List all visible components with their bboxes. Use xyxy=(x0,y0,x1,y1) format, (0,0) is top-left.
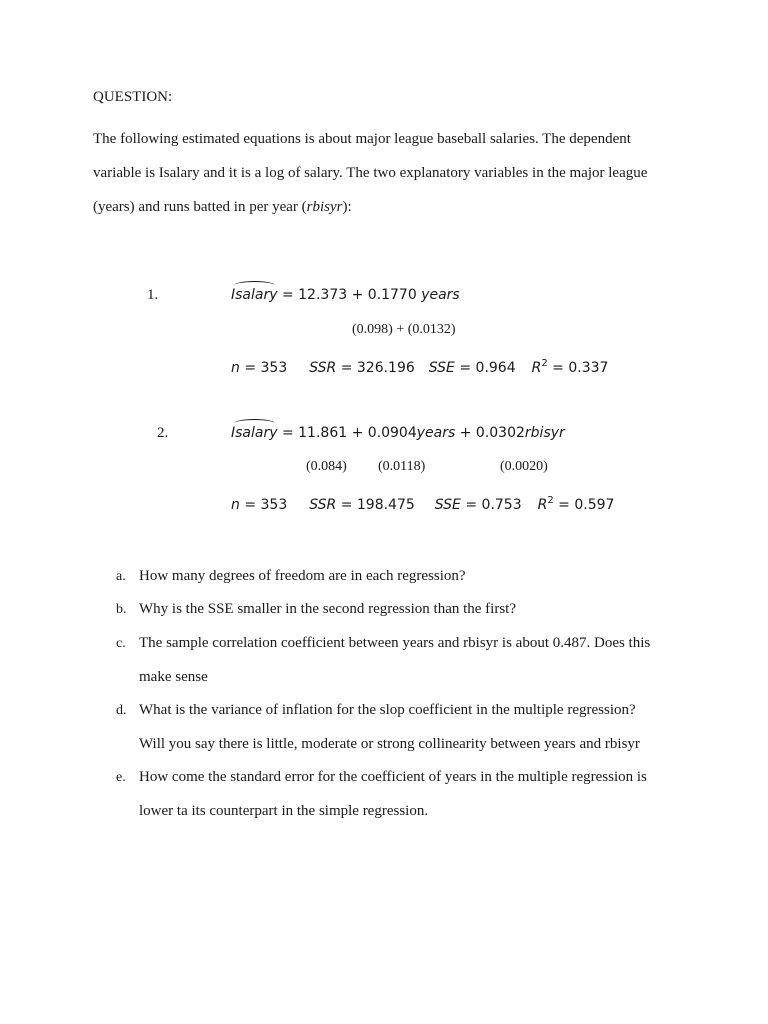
eq1-sse-label: SSE xyxy=(428,360,455,376)
eq1-n-value: = 353 xyxy=(239,360,288,376)
eq1-ssr-value: = 326.196 xyxy=(336,360,415,376)
equation-1-stats xyxy=(231,354,608,378)
question-c-label: c. xyxy=(116,636,126,651)
equation-1-standard-errors: (0.098) + (0.0132) xyxy=(352,322,456,337)
question-a-text: How many degrees of freedom are in each regression? xyxy=(139,568,466,584)
eq2-sse-value: = 0.753 xyxy=(460,497,522,513)
question-d-label: d. xyxy=(116,703,127,718)
eq2-n-label: n xyxy=(231,497,240,513)
question-d-text-line-1: What is the variance of inflation for the slop coefficient in the multiple regression? xyxy=(139,702,636,718)
equation-1-var-years: years xyxy=(421,287,460,303)
eq2-r2-sup: 2 xyxy=(547,495,554,506)
equation-1-number: 1. xyxy=(147,287,159,303)
intro-line-3-end: ): xyxy=(342,199,352,215)
intro-variable-rbisyr: rbisyr xyxy=(306,199,343,215)
intro-line-3 xyxy=(93,198,352,217)
question-e-label: e. xyxy=(116,770,126,785)
equation-2-se-rbisyr: (0.0020) xyxy=(500,459,548,474)
question-e-text-line-2: lower ta its counterpart in the simple regression. xyxy=(139,803,429,819)
question-c-text-line-1: The sample correlation coefficient between years and rbisyr is about 0.487. Does this xyxy=(139,635,651,651)
equation-2-lhs: Isalary xyxy=(231,425,278,441)
eq2-ssr-value: = 198.475 xyxy=(336,497,415,513)
question-c-text-line-2: make sense xyxy=(139,669,208,685)
equation-2-var-rbisyr: rbisyr xyxy=(524,425,565,441)
eq1-r2-sup: 2 xyxy=(541,358,548,369)
question-a-label: a. xyxy=(116,569,126,584)
equation-2 xyxy=(231,424,565,443)
equation-2-se-intercept: (0.084) xyxy=(306,459,347,474)
intro-line-3-text: (years) and runs batted in per year ( xyxy=(93,199,307,215)
eq2-r2-label: R xyxy=(537,497,548,513)
question-b-label: b. xyxy=(116,602,127,617)
equation-1-coefficients: = 12.373 + 0.1770 xyxy=(277,287,422,303)
equation-1 xyxy=(231,286,460,305)
eq1-r2-value: = 0.337 xyxy=(547,360,609,376)
eq1-r2-label: R xyxy=(531,360,542,376)
eq2-ssr-label: SSR xyxy=(309,497,337,513)
equation-2-stats xyxy=(231,491,614,515)
equation-2-number: 2. xyxy=(157,425,169,441)
equation-2-se-years: (0.0118) xyxy=(378,459,426,474)
question-d-text-line-2: Will you say there is little, moderate or strong collinearity between years and rbisyr xyxy=(139,736,640,752)
eq1-n-label: n xyxy=(231,360,240,376)
question-heading: QUESTION: xyxy=(93,89,173,105)
eq2-sse-label: SSE xyxy=(434,497,461,513)
eq1-sse-value: = 0.964 xyxy=(454,360,516,376)
eq2-r2-value: = 0.597 xyxy=(553,497,615,513)
eq2-n-value: = 353 xyxy=(239,497,288,513)
equation-2-coefficients: = 11.861 + 0.0904 xyxy=(277,425,417,441)
equation-2-mid: + 0.0302 xyxy=(455,425,525,441)
eq1-ssr-label: SSR xyxy=(309,360,337,376)
question-b-text: Why is the SSE smaller in the second regression than the first? xyxy=(139,601,516,617)
intro-line-2: variable is Isalary and it is a log of salary. The two explanatory variables in the major league xyxy=(93,165,648,181)
equation-1-lhs: Isalary xyxy=(231,287,278,303)
question-e-text-line-1: How come the standard error for the coefficient of years in the multiple regression is xyxy=(139,769,647,785)
intro-line-1: The following estimated equations is about major league baseball salaries. The dependent xyxy=(93,131,631,147)
equation-2-var-years: years xyxy=(416,425,456,441)
